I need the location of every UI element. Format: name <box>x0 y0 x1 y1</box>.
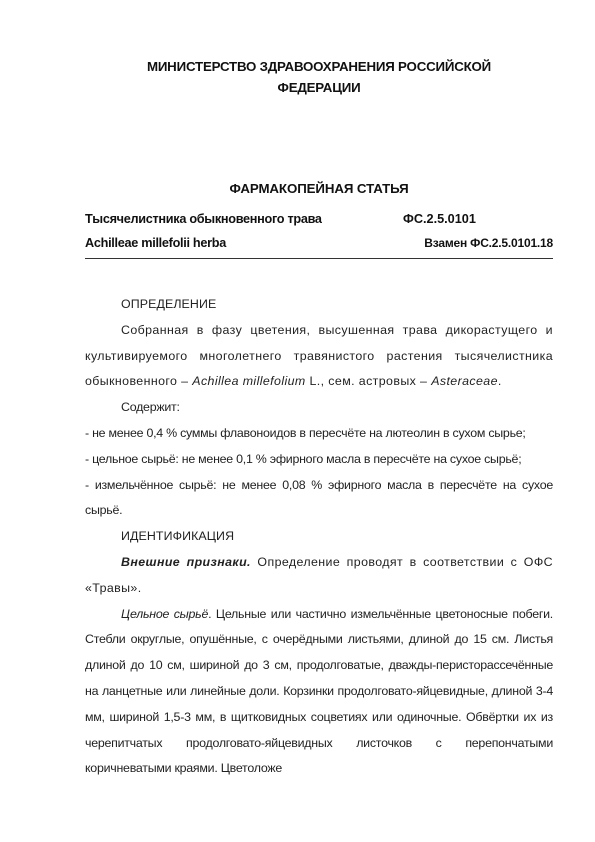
external-signs-text: Определение проводят в соответствии с ОФС «Травы». <box>85 554 553 595</box>
monograph-name-ru: Тысячелистника обыкновенного трава <box>85 212 322 226</box>
family-name: Asteraceae <box>431 374 498 389</box>
contains-item-1: - не менее 0,4 % суммы флавоноидов в пересчёте на лютеолин в сухом сырье; <box>85 425 526 440</box>
definition-text-start: Собранная в фазу цветения, высушенная трава дикорастущего и культивируемого многолетнего травянистого растения тысячелистника обыкновенного – <box>85 322 553 389</box>
definition-text-end: . <box>497 374 502 389</box>
ministry-line-2: ФЕДЕРАЦИИ <box>277 80 361 95</box>
definition-text-mid: L., сем. астровых – <box>305 374 432 389</box>
whole-material-label: Цельное сырьё <box>121 606 209 621</box>
whole-material-text: . Цельные или частично измельчённые цветоносные побеги. Стебли округлые, опушённые, с очерёдными листьями, длиной до 15 см. Листья длиной до 10 см, шириной до 3 см, продолговатые, дважды-перисторассечённые на ланцетные или линейные доли. Корзинки продолговато-яйцевидные, длиной 3-4 мм, шириной 1,5-3 мм, в щитковидных соцветиях или одиночные. Обвёртки их из черепитчатых продолговато-яйцевидных листочков с перепончатыми коричневатыми краями. Цветоложе <box>85 606 553 776</box>
whole-material-paragraph <box>85 602 553 783</box>
external-signs-paragraph <box>85 550 553 602</box>
monograph-code: ФС.2.5.0101 <box>403 212 476 226</box>
monograph-body <box>85 292 553 782</box>
ministry-header <box>85 56 553 98</box>
header-divider <box>85 258 553 259</box>
monograph-name-lat: Achilleae millefolii herba <box>85 236 226 250</box>
contains-label: Содержит: <box>121 400 180 415</box>
monograph-replaces: Взамен ФС.2.5.0101.18 <box>424 236 553 250</box>
species-name: Achillea millefolium <box>192 374 306 389</box>
external-signs-label: Внешние признаки. <box>121 554 251 569</box>
definition-paragraph <box>85 318 553 395</box>
contains-item-3: - измельчённое сырьё: не менее 0,08 % эфирного масла в пересчёте на сухое сырьё. <box>85 477 553 518</box>
monograph-name-row <box>85 212 553 232</box>
article-title: ФАРМАКОПЕЙНАЯ СТАТЬЯ <box>229 181 409 196</box>
definition-heading: ОПРЕДЕЛЕНИЕ <box>121 297 217 311</box>
contains-item-2: - цельное сырьё: не менее 0,1 % эфирного масла в пересчёте на сухое сырьё; <box>85 451 522 466</box>
ministry-line-1: МИНИСТЕРСТВО ЗДРАВООХРАНЕНИЯ РОССИЙСКОЙ <box>146 59 492 74</box>
monograph-latin-row <box>85 236 553 256</box>
identification-heading: ИДЕНТИФИКАЦИЯ <box>121 529 235 544</box>
